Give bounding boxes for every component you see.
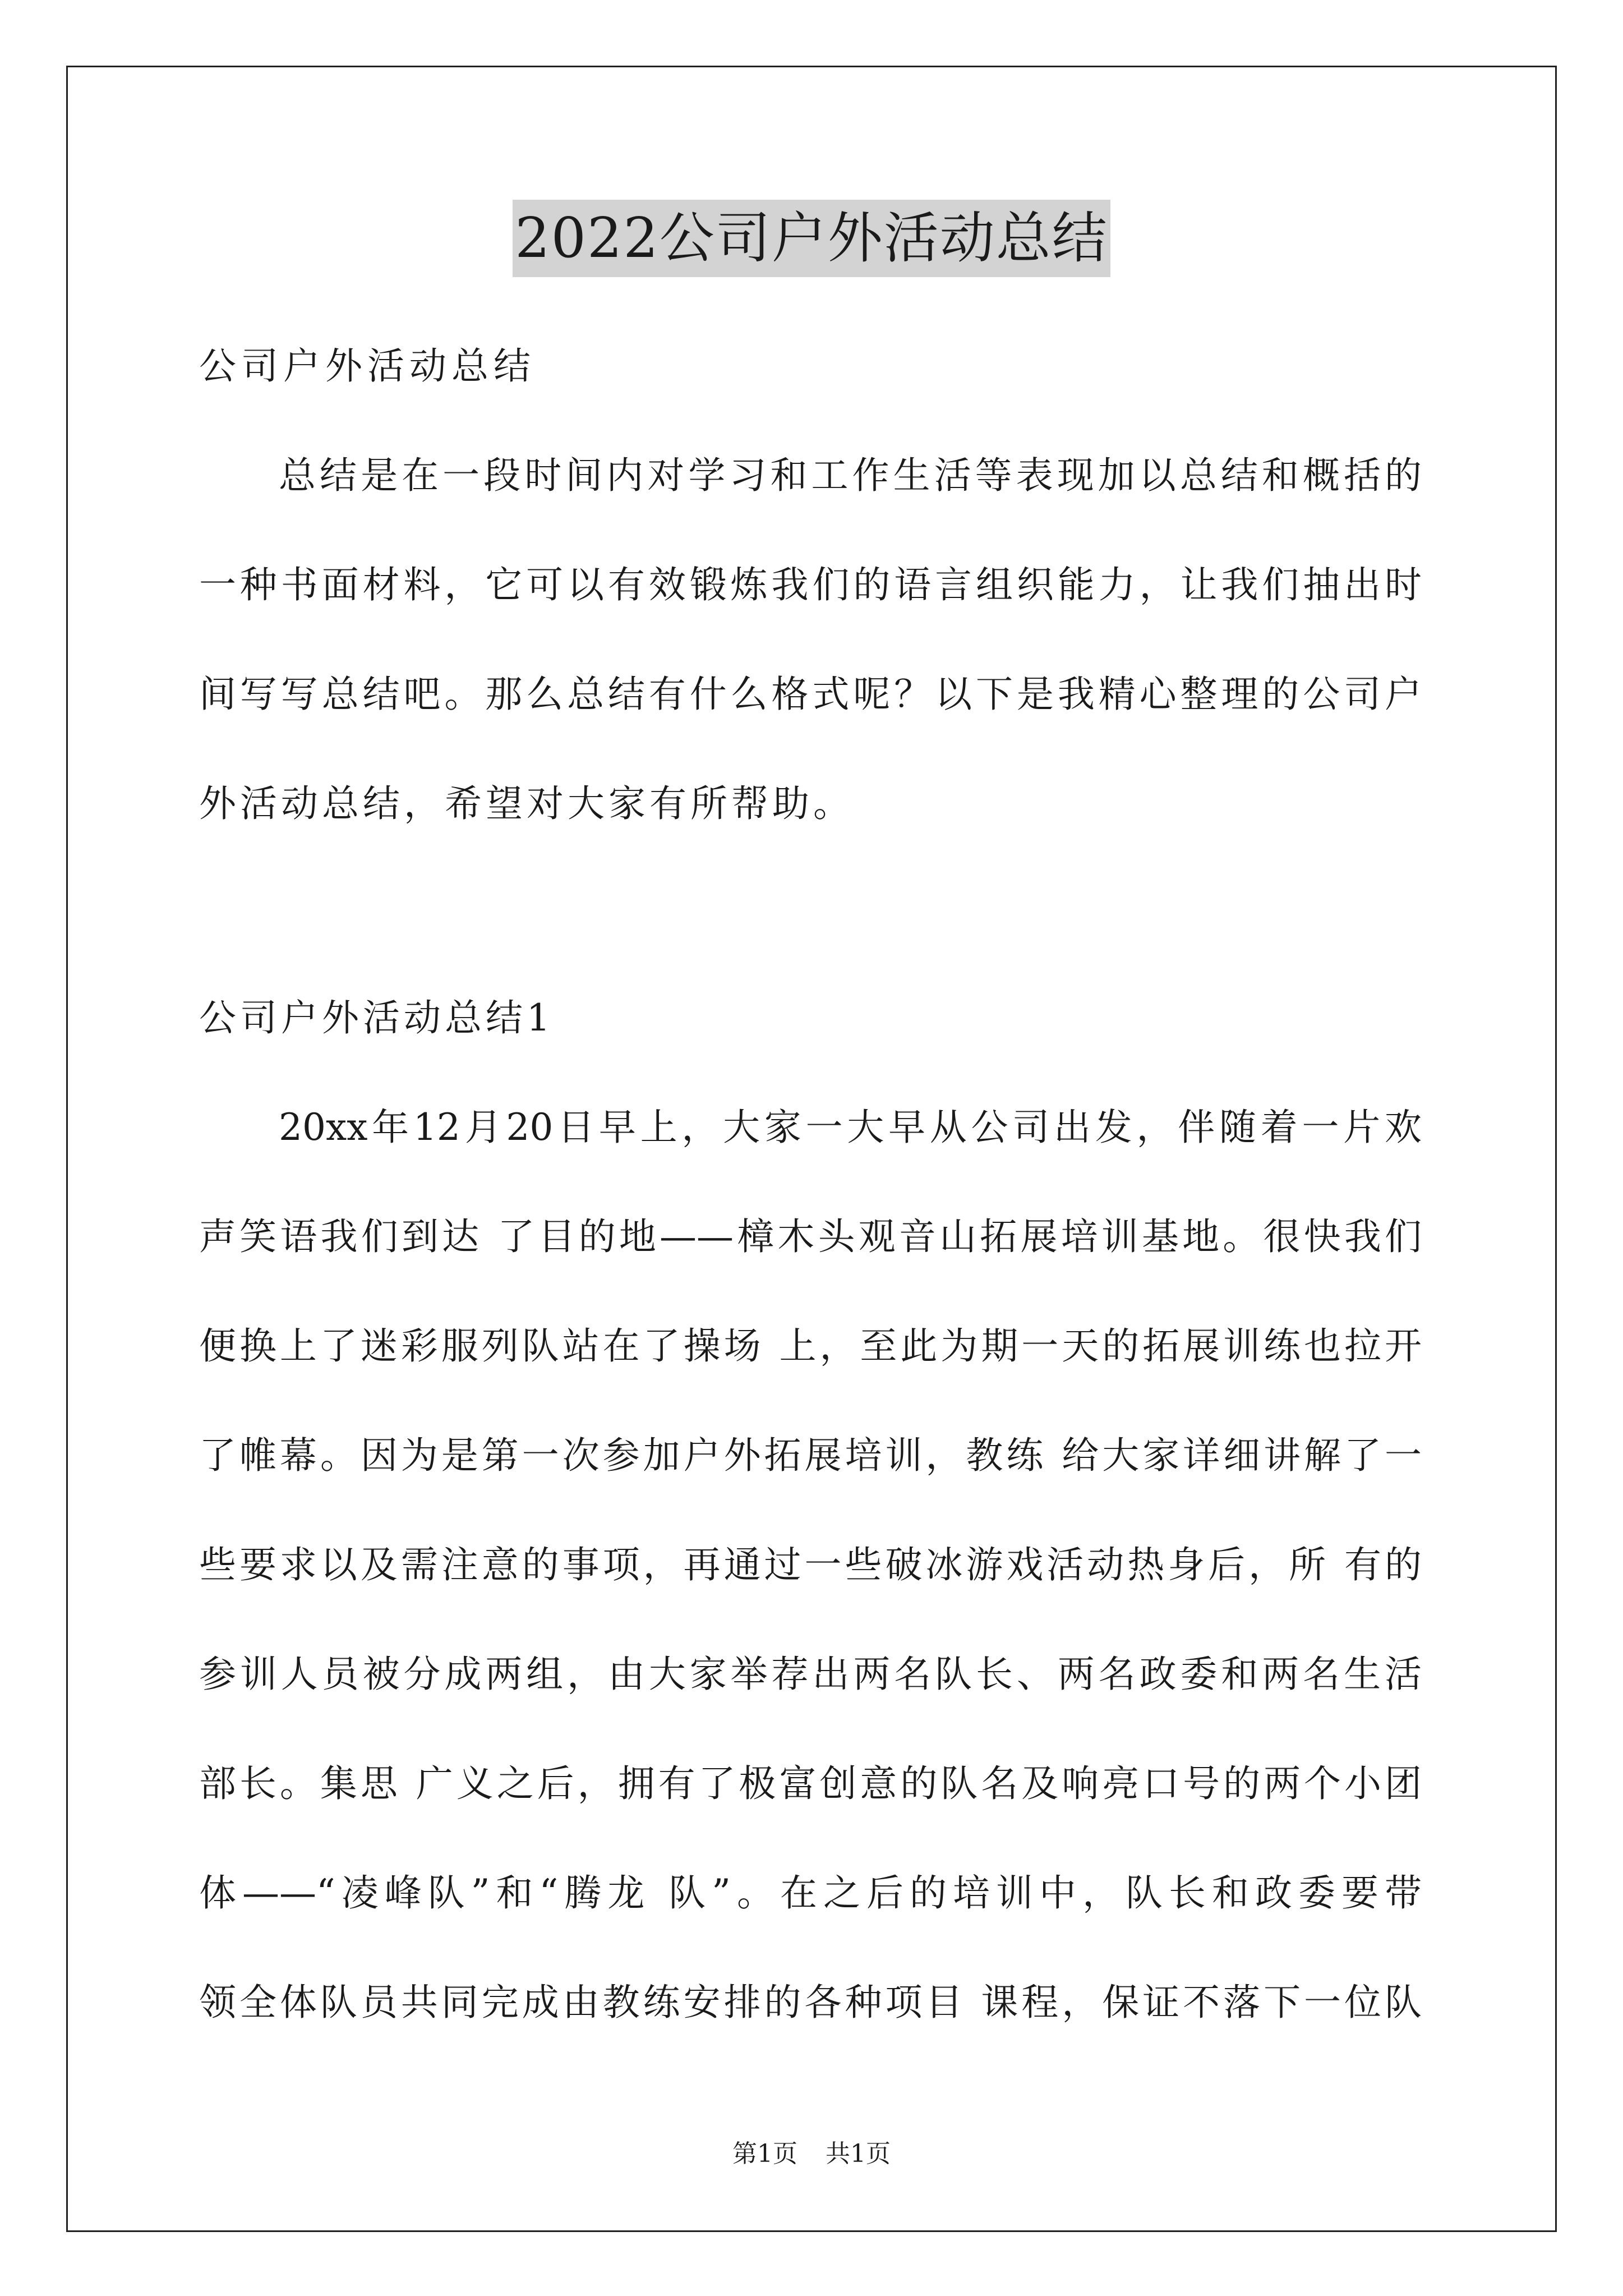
document-title: 2022公司户外活动总结 [513,200,1110,277]
paragraph-line: 便换上了迷彩服列队站在了操场 上，至此为期一天的拓展训练也拉开 [199,1324,1422,1368]
section-heading-intro: 公司户外活动总结 [199,344,536,388]
paragraph-line: 些要求以及需注意的事项，再通过一些破冰游戏活动热身后，所 有的 [199,1543,1422,1586]
paragraph-line: 体——“凌峰队”和“腾龙 队”。在之后的培训中，队长和政委要带 [199,1871,1422,1915]
paragraph-line: 领全体队员共同完成由教练安排的各种项目 课程，保证不落下一位队 [199,1981,1422,2024]
page-number-total: 共1页 [826,2139,891,2168]
paragraph-line: 了帷幕。因为是第一次参加户外拓展培训，教练 给大家详细讲解了一 [199,1434,1422,1477]
page-footer [0,2137,1623,2171]
paragraph-line: 部长。集思 广义之后，拥有了极富创意的队名及响亮口号的两个小团 [199,1762,1422,1805]
paragraph-line: 一种书面材料，它可以有效锻炼我们的语言组织能力，让我们抽出时 [199,563,1422,606]
title-container [0,200,1623,277]
section-heading-1: 公司户外活动总结1 [199,996,554,1039]
paragraph-line: 20xx年12月20日早上，大家一大早从公司出发，伴随着一片欢 [279,1106,1422,1149]
paragraph-line: 外活动总结，希望对大家有所帮助。 [199,782,854,825]
paragraph-line: 间写写总结吧。那么总结有什么格式呢？以下是我精心整理的公司户 [199,673,1422,716]
paragraph-line: 参训人员被分成两组，由大家举荐出两名队长、两名政委和两名生活 [199,1653,1422,1696]
paragraph-line: 声笑语我们到达 了目的地——樟木头观音山拓展培训基地。很快我们 [199,1215,1422,1258]
paragraph-line: 总结是在一段时间内对学习和工作生活等表现加以总结和概括的 [279,454,1422,497]
page-number-current: 第1页 [732,2139,797,2168]
